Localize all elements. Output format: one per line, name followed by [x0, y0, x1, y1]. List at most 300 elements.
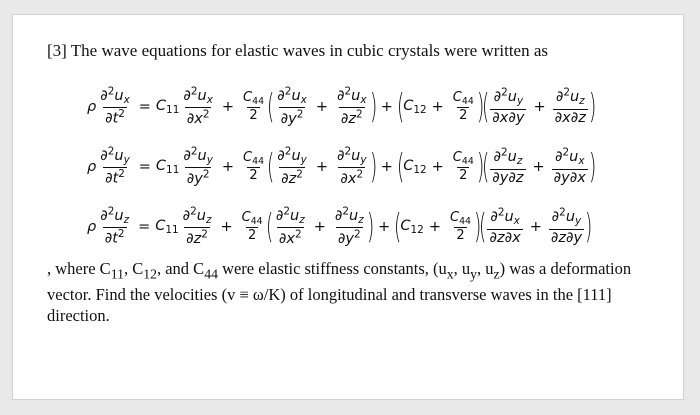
exponent: 2	[356, 168, 364, 181]
u-subscript: z	[123, 214, 130, 227]
numerator	[240, 211, 265, 228]
denominator	[338, 167, 365, 187]
denominator	[279, 167, 305, 187]
two: 2	[459, 168, 468, 184]
c-index: 12	[413, 164, 427, 177]
c-index: 44	[252, 95, 265, 107]
stiffness-constant	[450, 211, 471, 227]
u-symbol: u	[114, 147, 124, 164]
exponent: 2	[283, 205, 291, 218]
text-part: , C	[123, 259, 144, 278]
wave-equation-z	[87, 201, 591, 253]
plus-sign: +	[529, 219, 542, 235]
second-partial	[336, 145, 352, 164]
second-partial	[100, 205, 115, 224]
denominator	[279, 107, 306, 127]
wave-equation-y	[87, 141, 595, 193]
u-subscript: x	[513, 215, 520, 228]
fraction	[451, 151, 476, 184]
partial-var: ∂z	[340, 111, 356, 128]
u-symbol: u	[351, 147, 361, 164]
u-subscript: x	[123, 94, 130, 107]
fraction	[240, 211, 265, 244]
density-rho: ρ	[87, 219, 97, 235]
numerator	[448, 211, 473, 228]
c-symbol: C	[452, 149, 462, 165]
second-partial	[334, 205, 350, 224]
squared-var	[186, 168, 210, 188]
stiffness-constant	[400, 218, 423, 236]
exponent: 2	[202, 108, 210, 121]
c-symbol: C	[241, 209, 251, 225]
fraction	[549, 208, 584, 247]
exponent: 2	[117, 228, 125, 241]
u-symbol: u	[349, 207, 359, 224]
subscript: 11	[110, 266, 124, 282]
u-symbol: u	[565, 209, 576, 226]
two: 2	[456, 228, 465, 244]
exponent: 2	[500, 146, 508, 159]
text-part: were elastic stiffness constants, (u	[217, 259, 447, 278]
stiffness-constant	[156, 98, 179, 116]
plus-sign: +	[315, 159, 328, 175]
paren: (	[267, 87, 275, 127]
second-partial	[555, 86, 570, 106]
exponent: 2	[118, 108, 125, 121]
squared-var	[340, 168, 364, 188]
exponent: 2	[296, 168, 303, 181]
displacement-u	[290, 207, 305, 227]
u-symbol: u	[290, 207, 300, 224]
u-symbol: u	[196, 207, 206, 224]
displacement-u	[291, 147, 307, 167]
exponent: 2	[497, 206, 505, 219]
question-intro: [3] The wave equations for elastic waves in cubic crystals were written as	[47, 41, 549, 60]
subscript: 12	[143, 266, 157, 282]
partial-symbol: ∂	[336, 147, 345, 164]
numerator	[335, 86, 369, 107]
c-index: 11	[166, 104, 180, 117]
c-symbol: C	[403, 97, 414, 114]
displacement-u	[291, 87, 307, 107]
c-symbol: C	[452, 89, 462, 105]
squared-var	[281, 168, 303, 188]
stiffness-constant	[403, 158, 426, 176]
exponent: 2	[354, 228, 361, 241]
numerator	[275, 146, 309, 167]
second-partial	[100, 145, 115, 164]
exponent: 2	[201, 228, 208, 241]
denominator	[185, 107, 212, 127]
plus-sign: +	[221, 159, 235, 175]
subscript: y	[470, 266, 477, 282]
second-partial	[554, 146, 570, 166]
denominator	[457, 107, 469, 123]
squared-var	[186, 228, 208, 248]
stiffness-constant	[156, 158, 179, 176]
numerator	[275, 86, 309, 107]
second-partial	[493, 86, 508, 106]
numerator	[98, 206, 131, 227]
u-symbol: u	[507, 89, 517, 106]
u-symbol: u	[114, 207, 124, 224]
exponent: 2	[190, 145, 198, 158]
plus-sign: +	[315, 99, 328, 115]
displacement-u	[507, 149, 523, 168]
u-subscript: z	[299, 214, 305, 227]
exponent: 2	[559, 206, 566, 219]
stiffness-constant	[403, 98, 426, 116]
fraction	[335, 146, 369, 188]
u-subscript: y	[575, 215, 582, 228]
paren: )	[476, 87, 485, 127]
equals-sign: =	[138, 99, 151, 115]
c-symbol: C	[243, 89, 253, 105]
paren: (	[396, 147, 405, 187]
squared-var	[278, 228, 302, 248]
numerator	[274, 206, 307, 227]
exponent: 2	[284, 85, 292, 98]
numerator	[181, 206, 214, 227]
numerator	[491, 148, 524, 169]
partial-var: ∂z	[508, 169, 524, 186]
partial-symbol: ∂	[275, 207, 284, 224]
partial-var: ∂y	[565, 229, 583, 246]
fraction	[448, 211, 473, 244]
question-text	[47, 258, 655, 326]
denominator	[247, 167, 259, 183]
second-partial	[182, 205, 197, 224]
numerator	[488, 208, 522, 229]
paren: )	[585, 207, 593, 247]
displacement-u	[507, 89, 524, 108]
paren: )	[476, 147, 485, 187]
partial-var: ∂z	[281, 171, 297, 188]
fraction	[241, 91, 266, 124]
question-card	[12, 14, 684, 400]
c-index: 11	[166, 164, 180, 177]
partial-symbol: ∂	[183, 87, 191, 104]
u-symbol: u	[114, 87, 124, 104]
exponent: 2	[501, 86, 508, 99]
exponent: 2	[284, 145, 292, 158]
fraction	[274, 206, 307, 248]
exponent: 2	[107, 205, 115, 218]
fraction	[275, 146, 309, 188]
question-body	[47, 258, 655, 326]
paren: (	[265, 207, 273, 247]
exponent: 2	[344, 85, 352, 98]
u-subscript: z	[358, 214, 364, 227]
plus-sign: +	[380, 159, 393, 175]
u-subscript: x	[206, 94, 213, 107]
partial-var: ∂z	[489, 229, 505, 246]
u-subscript: y	[206, 154, 213, 167]
second-partial	[275, 205, 291, 224]
exponent: 2	[562, 146, 570, 159]
exponent: 2	[190, 205, 197, 218]
paren: )	[588, 87, 597, 127]
equals-sign: =	[138, 219, 151, 235]
fraction	[181, 146, 215, 188]
u-symbol: u	[507, 149, 517, 166]
subscript: 44	[204, 266, 218, 282]
paren: )	[369, 87, 377, 127]
partial-var: ∂x	[504, 229, 521, 246]
fraction	[333, 206, 366, 248]
partial-symbol: ∂	[336, 87, 345, 104]
partial-symbol: ∂	[493, 89, 502, 106]
partial-var: ∂x	[569, 169, 586, 186]
subscript: x	[446, 266, 454, 282]
c-index: 44	[461, 95, 474, 107]
c-symbol: C	[403, 157, 414, 174]
partial-var: ∂z	[550, 229, 566, 246]
u-subscript: x	[300, 94, 307, 107]
partial-symbol: ∂	[490, 209, 498, 226]
partial-symbol: ∂	[100, 87, 108, 104]
two: 2	[249, 108, 258, 124]
denominator	[103, 227, 127, 247]
u-symbol: u	[197, 87, 207, 104]
u-symbol: u	[291, 147, 301, 164]
partial-var: ∂y	[508, 109, 525, 126]
c-symbol: C	[155, 157, 167, 174]
u-subscript: x	[360, 94, 367, 107]
denominator	[490, 109, 526, 127]
denominator	[336, 227, 363, 247]
u-symbol: u	[291, 87, 301, 104]
denominator	[553, 109, 588, 127]
denominator	[487, 229, 522, 247]
squared-var	[280, 108, 304, 128]
c-symbol: C	[243, 149, 253, 165]
fraction	[241, 151, 266, 184]
partial-var: ∂x	[186, 111, 203, 128]
text-part: , and C	[156, 259, 205, 278]
c-index: 44	[250, 215, 263, 227]
fraction	[181, 86, 215, 128]
partial-var: ∂x	[492, 109, 509, 126]
second-partial	[277, 145, 292, 164]
u-symbol: u	[569, 149, 579, 166]
partial-var: ∂z	[186, 231, 202, 248]
fraction	[451, 91, 476, 124]
time-var: t	[112, 111, 119, 128]
denominator	[103, 107, 127, 127]
second-partial	[183, 145, 198, 164]
plus-sign: +	[377, 219, 391, 235]
denominator	[277, 227, 304, 247]
plus-sign: +	[533, 99, 546, 115]
partial-symbol: ∂	[105, 111, 113, 128]
partial-symbol: ∂	[100, 207, 108, 224]
partial-var: ∂y	[186, 171, 203, 188]
c-symbol: C	[400, 217, 411, 234]
u-subscript: z	[206, 214, 212, 227]
displacement-u	[569, 89, 585, 108]
stiffness-constant	[243, 91, 264, 107]
partial-var: ∂y	[492, 169, 509, 186]
u-symbol: u	[351, 87, 361, 104]
c-symbol: C	[155, 97, 167, 114]
paren: )	[473, 207, 482, 247]
exponent: 2	[190, 85, 198, 98]
u-subscript: y	[360, 154, 367, 167]
numerator	[98, 146, 132, 167]
numerator	[451, 151, 476, 168]
density-rho: ρ	[87, 99, 97, 115]
second-partial	[490, 206, 505, 226]
denominator	[339, 107, 365, 127]
stiffness-constant	[453, 151, 474, 167]
displacement-u	[569, 149, 585, 168]
stiffness-constant	[155, 218, 178, 236]
numerator	[241, 151, 266, 168]
plus-sign: +	[428, 219, 441, 235]
plus-sign: +	[431, 99, 444, 115]
exponent: 2	[107, 145, 115, 158]
paren: (	[482, 87, 490, 127]
exponent: 2	[295, 228, 302, 241]
two: 2	[459, 108, 468, 124]
denominator	[454, 227, 466, 243]
fraction	[335, 86, 369, 128]
exponent: 2	[296, 108, 304, 121]
numerator	[492, 88, 526, 109]
numerator	[553, 148, 587, 169]
displacement-u	[504, 209, 520, 228]
u-symbol: u	[504, 209, 514, 226]
displacement-u	[197, 147, 213, 167]
partial-symbol: ∂	[183, 147, 191, 164]
text-part: ) was a deformation vector. Find the velocities (v ≡ ω/K) of longitudinal and transverse waves in the [111] direction.	[47, 259, 632, 326]
paren: )	[588, 147, 597, 187]
paren: (	[479, 207, 487, 247]
paren: (	[482, 147, 490, 187]
fraction	[487, 208, 522, 247]
partial-symbol: ∂	[554, 149, 563, 166]
numerator	[550, 208, 584, 229]
partial-var: ∂x	[278, 231, 296, 248]
displacement-u	[351, 87, 367, 107]
exponent: 2	[344, 145, 352, 158]
wave-equation-x	[87, 81, 595, 133]
two: 2	[247, 228, 257, 244]
displacement-u	[196, 207, 212, 227]
partial-var: ∂x	[340, 171, 357, 188]
partial-var: ∂z	[570, 109, 586, 126]
partial-symbol: ∂	[182, 207, 191, 224]
partial-symbol: ∂	[277, 147, 285, 164]
text-part: , where C	[47, 259, 111, 278]
numerator	[98, 86, 132, 107]
stiffness-constant	[243, 151, 264, 167]
plus-sign: +	[313, 219, 326, 235]
u-subscript: y	[300, 154, 307, 167]
denominator	[247, 107, 259, 123]
denominator	[457, 167, 469, 183]
displacement-u	[565, 209, 582, 228]
paren: (	[267, 147, 275, 187]
c-symbol: C	[449, 209, 460, 225]
partial-symbol: ∂	[277, 87, 285, 104]
partial-var: ∂x	[554, 109, 571, 126]
exponent: 2	[118, 168, 125, 181]
partial-var: ∂y	[337, 231, 355, 248]
displacement-u	[349, 207, 364, 227]
numerator	[451, 91, 476, 108]
second-partial	[336, 85, 352, 104]
u-subscript: z	[516, 155, 523, 168]
plus-sign: +	[532, 159, 545, 175]
u-subscript: y	[123, 154, 130, 167]
fraction	[553, 88, 588, 127]
u-symbol: u	[569, 89, 580, 106]
numerator	[333, 206, 366, 227]
exponent: 2	[563, 86, 570, 99]
plus-sign: +	[221, 99, 235, 115]
paren: (	[394, 207, 402, 247]
fraction	[490, 148, 525, 187]
second-partial	[100, 85, 115, 104]
u-subscript: z	[579, 95, 585, 108]
fraction	[98, 86, 132, 128]
squared-var	[340, 108, 363, 128]
squared-var	[337, 228, 361, 248]
exponent: 2	[355, 108, 363, 121]
second-partial	[493, 146, 508, 166]
second-partial	[551, 206, 566, 226]
partial-symbol: ∂	[493, 149, 501, 166]
exponent: 2	[342, 205, 350, 218]
exponent: 2	[202, 168, 210, 181]
time-var: t	[112, 231, 118, 248]
second-partial	[183, 85, 198, 104]
partial-symbol: ∂	[334, 207, 343, 224]
partial-symbol: ∂	[104, 231, 113, 248]
squared-var	[186, 108, 210, 128]
partial-symbol: ∂	[100, 147, 108, 164]
partial-symbol: ∂	[551, 209, 560, 226]
numerator	[335, 146, 369, 167]
denominator	[103, 167, 127, 187]
plus-sign: +	[220, 219, 233, 235]
c-index: 11	[165, 224, 179, 237]
denominator	[185, 167, 212, 187]
c-index: 12	[410, 224, 424, 237]
fraction	[490, 88, 526, 127]
denominator	[490, 169, 525, 187]
equals-sign: =	[138, 159, 151, 175]
c-index: 12	[413, 104, 427, 117]
second-partial	[277, 85, 292, 104]
u-subscript: y	[516, 95, 524, 108]
fraction	[98, 146, 132, 188]
displacement-u	[197, 87, 213, 107]
fraction	[275, 86, 309, 128]
denominator	[552, 169, 588, 187]
partial-var: ∂y	[553, 169, 570, 186]
numerator	[181, 86, 215, 107]
plus-sign: +	[380, 99, 393, 115]
text-part: , u	[477, 259, 494, 278]
partial-var: ∂y	[280, 111, 297, 128]
c-index: 44	[459, 215, 471, 227]
partial-symbol: ∂	[105, 171, 113, 188]
partial-symbol: ∂	[555, 89, 564, 106]
c-index: 44	[461, 155, 474, 167]
